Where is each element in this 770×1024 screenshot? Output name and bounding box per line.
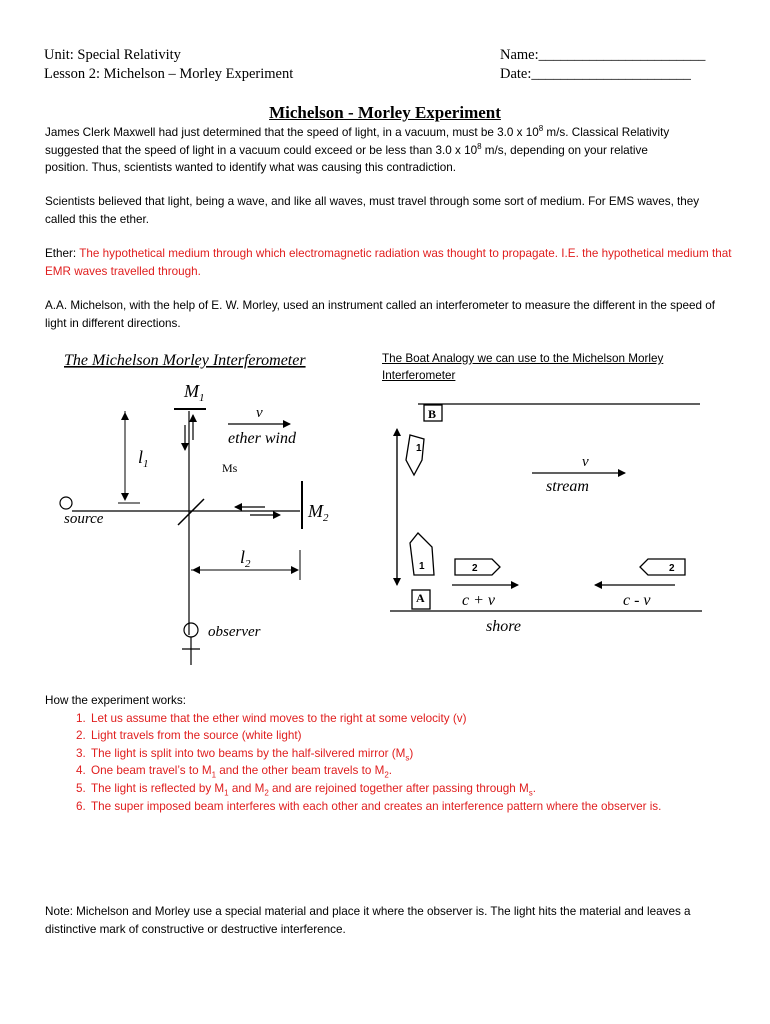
lesson-label: Lesson 2: Michelson – Morley Experiment xyxy=(44,66,294,82)
observer-icon xyxy=(184,623,198,637)
svg-text:1: 1 xyxy=(419,561,425,572)
c-plus-v-label: c + v xyxy=(462,592,495,609)
m1-label: $M_1$ xyxy=(184,381,205,404)
boat-1-return-label: 1 xyxy=(416,443,422,454)
boat-analogy-diagram xyxy=(380,395,720,645)
half-silvered-mirror xyxy=(178,499,204,525)
boat-analogy-title: The Boat Analogy we can use to the Michelson Morley Interferometer xyxy=(382,352,664,382)
l2-label: $l_2$ xyxy=(240,547,251,570)
l1-label: $l_1$ xyxy=(138,447,149,470)
intro-paragraph: James Clerk Maxwell had just determined that the speed of light, in a vacuum, must be 3.0 x $10^8$ m/s. Classical Relativity suggested that the speed of light in a vacuum could exceed or be less than 3.0 x $10^8$ m/s, depending on your relative position. Thus, scientists wanted to identify what was causing this contradiction. xyxy=(45,124,670,175)
step-3: 3. The light is split into two beams by the half-silvered mirror $(M_s)$ xyxy=(89,745,735,763)
source-icon xyxy=(60,497,72,509)
ether-definition-text: The hypothetical medium through which electromagnetic radiation was thought to propagate. I.E. the hypothetical medium that EMR waves travelled through. xyxy=(45,247,732,278)
ether-belief-paragraph: Scientists believed that light, being a wave, and like all waves, must travel through some sort of medium. For EMS waves, they called this the ether. xyxy=(45,195,700,226)
boat-2-upstream xyxy=(640,559,685,575)
interferometer-diagram xyxy=(50,345,370,675)
point-a-label: A xyxy=(416,591,425,605)
point-b-label: B xyxy=(428,407,437,421)
how-title: How the experiment works: xyxy=(45,694,186,707)
ms-label: Ms xyxy=(222,461,238,475)
stream-v-label: v xyxy=(582,454,589,470)
page-title: Michelson - Morley Experiment xyxy=(269,103,501,122)
c-minus-v-label: c - v xyxy=(623,592,651,609)
observer-label: observer xyxy=(208,624,261,640)
michelson-paragraph: A.A. Michelson, with the help of E. W. Morley, used an instrument called an interferometer to measure the different in the speed of light in different directions. xyxy=(45,299,715,330)
step-5: 5. The light is reflected by $M_1$ and $M_2$ and are rejoined together after passing through $M_s$. xyxy=(89,780,735,798)
unit-label: Unit: Special Relativity xyxy=(44,47,181,63)
steps-list xyxy=(45,710,735,816)
ether-v-label: v xyxy=(256,405,263,421)
ether-label: Ether: xyxy=(45,247,80,260)
step-1: 1. Let us assume that the ether wind moves to the right at some velocity (v) xyxy=(89,710,735,728)
ether-wind-label: ether wind xyxy=(228,430,296,447)
name-field-label: Name:_______________________ xyxy=(500,47,706,63)
interferometer-title: The Michelson Morley Interferometer xyxy=(64,352,306,369)
ether-definition xyxy=(45,245,735,280)
note-paragraph: Note: Michelson and Morley use a special material and place it where the observer is. The light hits the material and leaves a distinctive mark of constructive or destructive interference. xyxy=(45,905,691,936)
how-it-works xyxy=(45,692,735,815)
step-4: 4. One beam travel’s to $M_1$ and the other beam travels to $M_2$. xyxy=(89,762,735,780)
date-field-label: Date:______________________ xyxy=(500,66,691,82)
step-6: 6. The super imposed beam interferes with each other and creates an interference pattern where the observer is. xyxy=(89,798,735,816)
source-label: source xyxy=(64,511,104,527)
svg-text:2: 2 xyxy=(669,563,675,574)
svg-text:2: 2 xyxy=(472,563,478,574)
m2-label: $M_2$ xyxy=(308,501,329,524)
shore-label: shore xyxy=(486,618,521,635)
boat-1-return xyxy=(406,435,424,475)
stream-label: stream xyxy=(546,478,589,495)
step-2: 2. Light travels from the source (white light) xyxy=(89,727,735,745)
